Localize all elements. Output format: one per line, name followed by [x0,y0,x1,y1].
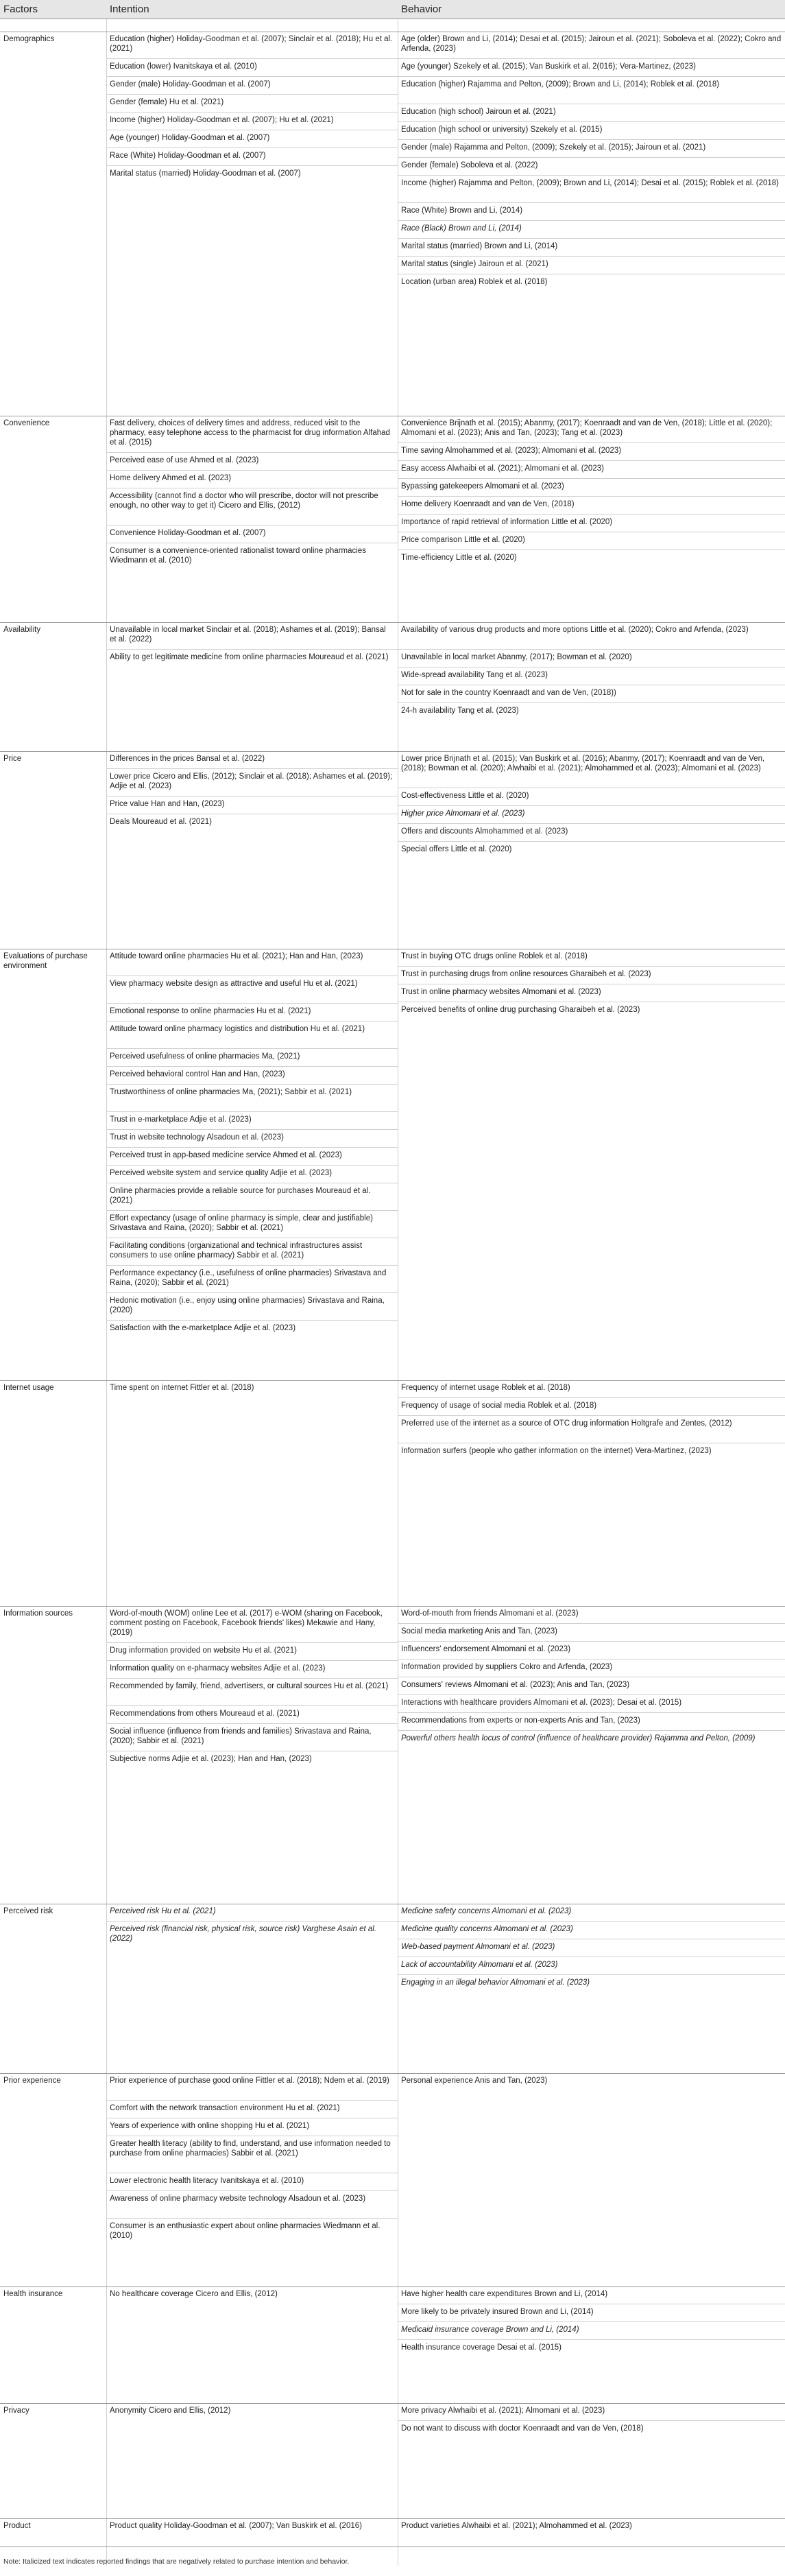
behavior-cell: Wide-spread availability Tang et al. (2023) [398,667,785,685]
factor-label: Information sources [3,1609,73,1618]
factor-label: Perceived risk [3,1907,53,1915]
intention-cell: Race (White) Holiday-Goodman et al. (2007) [106,148,398,166]
behavior-cell: Age (older) Brown and Li, (2014); Desai et al. (2015); Jairoun et al. (2021); Soboleva et al. (2022); Cokro and Arfenda, (2023) [398,32,785,59]
intention-cell: Perceived website system and service quality Adjie et al. (2023) [106,1166,398,1183]
behavior-cell: Time-efficiency Little et al. (2020) [401,554,517,562]
intention-cell: Awareness of online pharmacy website technology Alsadoun et al. (2023) [106,2191,398,2219]
behavior-cell: Special offers Little et al. (2020) [401,845,512,853]
intention-cell: Gender (male) Holiday-Goodman et al. (2007) [106,77,398,95]
behavior-cell: Cost-effectiveness Little et al. (2020) [398,788,785,806]
behavior-cell: Higher price Almomani et al. (2023) [398,806,785,824]
behavior-cell: Marital status (married) Brown and Li, (2014) [398,239,785,257]
intention-cell: Online pharmacies provide a reliable source for purchases Moureaud et al. (2021) [106,1183,398,1211]
intention-cell: Trust in e-marketplace Adjie et al. (2023) [106,1112,398,1130]
factor-label: Price [3,755,22,763]
behavior-cell: Health insurance coverage Desai et al. (2015) [401,2343,561,2352]
behavior-cell: Gender (male) Rajamma and Pelton, (2009); Szekely et al. (2015); Jairoun et al. (2021) [398,140,785,158]
behavior-cell: Gender (female) Soboleva et al. (2022) [398,158,785,176]
factor-label: Availability [3,626,41,634]
intention-cell: Emotional response to online pharmacies Hu et al. (2021) [106,1004,398,1021]
intention-cell: Perceived usefulness of online pharmacies Ma, (2021) [106,1049,398,1067]
intention-cell: Differences in the prices Bansal et al. (2022) [106,751,398,769]
behavior-cell: Home delivery Koenraadt and van de Ven, (2018) [398,497,785,515]
factor-label: Evaluations of purchase environment [3,952,88,970]
intention-cell: Marital status (married) Holiday-Goodman et al. (2007) [110,169,301,178]
intention-cell: Subjective norms Adjie et al. (2023); Han and Han, (2023) [110,1755,312,1763]
factor-group [0,949,785,1380]
intention-cell: Social influence (influence from friends and families) Srivastava and Raina, (2020); Sabbir et al. (2021) [106,1724,398,1751]
intention-cell: Education (lower) Ivanitskaya et al. (2010) [106,59,398,77]
factor-group [0,32,785,416]
behavior-cell: Trust in purchasing drugs from online resources Gharaibeh et al. (2023) [398,967,785,984]
factor-group [0,2073,785,2287]
behavior-cell: Marital status (single) Jairoun et al. (2021) [398,257,785,274]
behavior-cell: Unavailable in local market Abanmy, (2017); Bowman et al. (2020) [398,650,785,667]
intention-cell: Fast delivery, choices of delivery times and address, reduced visit to the pharmacy, easy telephone access to the pharmacist for drug information Alfahad et al. (2015) [106,416,398,453]
behavior-cell: Perceived benefits of online drug purchasing Gharaibeh et al. (2023) [401,1006,640,1014]
behavior-cell: Age (younger) Szekely et al. (2015); Van Buskirk et al. 2(016); Vera-Martinez, (2023) [398,59,785,77]
behavior-cell: More privacy Alwhaibi et al. (2021); Almomani et al. (2023) [398,2403,785,2421]
behavior-cell: Importance of rapid retrieval of information Little et al. (2020) [398,515,785,532]
intention-cell: View pharmacy website design as attractive and useful Hu et al. (2021) [106,976,398,1004]
behavior-cell: Information surfers (people who gather information on the internet) Vera-Martinez, (2023) [401,1447,712,1455]
intention-cell: Lower price Cicero and Ellis, (2012); Sinclair et al. (2018); Ashames et al. (2019); Adjie et al. (2023) [106,769,398,796]
intention-cell: Anonymity Cicero and Ellis, (2012) [110,2407,231,2415]
intention-cell: Perceived risk (financial risk, physical risk, source risk) Varghese Asain et al. (2022) [110,1925,377,1943]
intention-cell: Information quality on e-pharmacy websites Adjie et al. (2023) [106,1661,398,1679]
behavior-cell: Influencers' endorsement Almomani et al. (2023) [398,1642,785,1659]
behavior-cell: Convenience Brijnath et al. (2015); Abanmy, (2017); Koenraadt and van de Ven, (2018); Little et al. (2020); Almomani et al. (2023); Anis and Tan, (2023); Tang et al. (2023) [398,416,785,443]
behavior-cell: Do not want to discuss with doctor Koenraadt and van de Ven, (2018) [401,2424,644,2433]
intention-cell: Years of experience with online shopping Hu et al. (2021) [106,2118,398,2136]
intention-cell: Effort expectancy (usage of online pharmacy is simple, clear and justifiable) Srivastava and Raina, (2020); Sabbir et al. (2021) [106,1211,398,1238]
intention-cell: Convenience Holiday-Goodman et al. (2007) [106,525,398,543]
intention-cell: Drug information provided on website Hu et al. (2021) [106,1643,398,1661]
behavior-cell: Race (Black) Brown and Li, (2014) [398,221,785,239]
behavior-cell: Medicine quality concerns Almomani et al. (2023) [398,1922,785,1939]
behavior-cell: Easy access Alwhaibi et al. (2021); Almomani et al. (2023) [398,461,785,479]
behavior-cell: 24-h availability Tang et al. (2023) [401,707,519,715]
intention-cell: Income (higher) Holiday-Goodman et al. (2007); Hu et al. (2021) [106,113,398,130]
behavior-cell: Frequency of usage of social media Roblek et al. (2018) [398,1398,785,1416]
intention-cell: Facilitating conditions (organizational and technical infrastructures assist consumers to use online pharmacy) Sabbir et al. (2021) [106,1238,398,1266]
intention-cell: Satisfaction with the e-marketplace Adjie et al. (2023) [110,1324,296,1332]
intention-cell: Attitude toward online pharmacy logistics and distribution Hu et al. (2021) [106,1021,398,1049]
intention-cell: Perceived risk Hu et al. (2021) [106,1904,398,1922]
behavior-cell: Personal experience Anis and Tan, (2023) [401,2077,548,2085]
factor-label: Product [3,2522,31,2530]
factor-group [0,751,785,949]
intention-cell: Age (younger) Holiday-Goodman et al. (2007) [106,130,398,148]
intention-cell: Comfort with the network transaction environment Hu et al. (2021) [106,2101,398,2118]
behavior-cell: Interactions with healthcare providers Almomani et al. (2023); Desai et al. (2015) [398,1695,785,1713]
intention-cell: Attitude toward online pharmacies Hu et al. (2021); Han and Han, (2023) [106,949,398,976]
intention-cell: Ability to get legitimate medicine from online pharmacies Moureaud et al. (2021) [110,653,389,661]
behavior-cell: Trust in buying OTC drugs online Roblek et al. (2018) [398,949,785,967]
behavior-cell: Product varieties Alwhaibi et al. (2021); Almohammed et al. (2023) [401,2522,632,2530]
intention-cell: Perceived behavioral control Han and Han, (2023) [106,1067,398,1085]
behavior-cell: Availability of various drug products and more options Little et al. (2020); Cokro and Arfenda, (2023) [398,622,785,650]
behavior-cell: Lower price Brijnath et al. (2015); Van Buskirk et al. (2016); Abanmy, (2017); Koenraadt and van de Ven, (2018); Bowman et al. (2020); Alwhaibi et al. (2021); Almohammed et al. (2023); Almomani et al. (2023) [398,751,785,788]
intention-cell: Recommendations from others Moureaud et al. (2021) [106,1706,398,1724]
header-intention: Intention [106,0,398,19]
behavior-cell: Medicaid insurance coverage Brown and Li, (2014) [398,2322,785,2340]
factor-label: Demographics [3,35,55,43]
intention-cell: Performance expectancy (i.e., usefulness of online pharmacies) Srivastava and Raina, (2020); Sabbir et al. (2021) [106,1266,398,1293]
behavior-cell: Word-of-mouth from friends Almomani et al. (2023) [398,1606,785,1624]
behavior-cell: Consumers' reviews Almomani et al. (2023); Anis and Tan, (2023) [398,1677,785,1695]
behavior-cell: Time saving Almohammed et al. (2023); Almomani et al. (2023) [398,443,785,461]
table-note: Note: Italicized text indicates reported findings that are negatively related to purchase intention and behavior. [3,2557,350,2566]
behavior-cell: More likely to be privately insured Brown and Li, (2014) [398,2304,785,2322]
intention-cell: Deals Moureaud et al. (2021) [110,818,212,826]
behavior-cell: Preferred use of the internet as a source of OTC drug information Holtgrafe and Zentes, (2012) [398,1416,785,1443]
behavior-cell: Frequency of internet usage Roblek et al. (2018) [398,1380,785,1398]
factor-group [0,1904,785,2073]
factor-group [0,416,785,622]
behavior-cell: Offers and discounts Almohammed et al. (2023) [398,824,785,842]
behavior-cell: Price comparison Little et al. (2020) [398,532,785,550]
factor-group [0,1606,785,1904]
factor-group [0,622,785,751]
behavior-cell: Trust in online pharmacy websites Almomani et al. (2023) [398,984,785,1002]
intention-cell: Greater health literacy (ability to find, understand, and use information needed to purchase from online pharmacies) Sabbir et al. (2021) [106,2136,398,2173]
intention-cell: Consumer is an enthusiastic expert about online pharmacies Wiedmann et al. (2010) [110,2222,381,2240]
intention-cell: Accessibility (cannot find a doctor who will prescribe, doctor will not prescribe enough, no other way to get it) Cicero and Ellis, (2012) [106,488,398,525]
factor-group [0,2287,785,2403]
intention-cell: Home delivery Ahmed et al. (2023) [106,471,398,488]
behavior-cell: Powerful others health locus of control (influence of healthcare provider) Rajamma and Pelton, (2009) [401,1734,756,1742]
header-behavior: Behavior [398,0,785,19]
behavior-cell: Education (high school or university) Szekely et al. (2015) [398,122,785,140]
behavior-cell: Have higher health care expenditures Brown and Li, (2014) [398,2287,785,2304]
behavior-cell: Education (higher) Rajamma and Pelton, (2009); Brown and Li, (2014); Roblek et al. (2018) [398,77,785,104]
behavior-cell: Web-based payment Almomani et al. (2023) [398,1939,785,1957]
factor-label: Prior experience [3,2077,61,2085]
factor-label: Internet usage [3,1384,54,1392]
behavior-cell: Medicine safety concerns Almomani et al. (2023) [398,1904,785,1922]
intention-cell: Lower electronic health literacy Ivanitskaya et al. (2010) [106,2173,398,2191]
behavior-cell: Bypassing gatekeepers Almomani et al. (2023) [398,479,785,497]
intention-cell: Prior experience of purchase good online Fittler et al. (2018); Ndem et al. (2019) [106,2073,398,2101]
behavior-cell: Social media marketing Anis and Tan, (2023) [398,1624,785,1642]
behavior-cell: Recommendations from experts or non-experts Anis and Tan, (2023) [398,1713,785,1731]
behavior-cell: Location (urban area) Roblek et al. (2018) [401,278,548,286]
factor-label: Convenience [3,419,50,427]
behavior-cell: Race (White) Brown and Li, (2014) [398,203,785,221]
behavior-cell: Not for sale in the country Koenraadt and van de Ven, (2018)) [398,685,785,703]
intention-cell: Education (higher) Holiday-Goodman et al. (2007); Sinclair et al. (2018); Hu et al. (2021) [106,32,398,59]
intention-cell: Unavailable in local market Sinclair et al. (2018); Ashames et al. (2019); Bansal et al. (2022) [106,622,398,650]
header-factors: Factors [0,0,106,19]
intention-cell: Gender (female) Hu et al. (2021) [106,95,398,113]
behavior-cell: Lack of accountability Almomani et al. (2023) [398,1957,785,1975]
factor-label: Health insurance [3,2290,63,2298]
intention-cell: Perceived ease of use Ahmed et al. (2023) [106,453,398,471]
intention-cell: Price value Han and Han, (2023) [106,796,398,814]
intention-cell: No healthcare coverage Cicero and Ellis, (2012) [110,2290,278,2298]
factor-group [0,2403,785,2518]
behavior-cell: Income (higher) Rajamma and Pelton, (2009); Brown and Li, (2014); Desai et al. (2015); Roblek et al. (2018) [398,176,785,203]
intention-cell: Perceived trust in app-based medicine service Ahmed et al. (2023) [106,1148,398,1166]
behavior-cell: Information provided by suppliers Cokro and Arfenda, (2023) [398,1659,785,1677]
intention-cell: Time spent on internet Fittler et al. (2018) [110,1384,254,1392]
intention-cell: Trust in website technology Alsadoun et al. (2023) [106,1130,398,1148]
intention-cell: Consumer is a convenience-oriented rationalist toward online pharmacies Wiedmann et al. (2010) [110,547,366,565]
intention-cell: Recommended by family, friend, advertisers, or cultural sources Hu et al. (2021) [106,1679,398,1706]
intention-cell: Hedonic motivation (i.e., enjoy using online pharmacies) Srivastava and Raina, (2020) [106,1293,398,1321]
intention-cell: Product quality Holiday-Goodman et al. (2007); Van Buskirk et al. (2016) [110,2522,362,2530]
factor-group [0,2518,785,2547]
factor-group [0,1380,785,1606]
intention-cell: Word-of-mouth (WOM) online Lee et al. (2017) e-WOM (sharing on Facebook, comment posting on Facebook, Facebook friends' likes) Mekawie and Hany, (2019) [106,1606,398,1643]
intention-cell: Trustworthiness of online pharmacies Ma, (2021); Sabbir et al. (2021) [106,1085,398,1112]
behavior-cell: Education (high school) Jairoun et al. (2021) [398,104,785,122]
factor-label: Privacy [3,2407,29,2415]
behavior-cell: Engaging in an illegal behavior Almomani et al. (2023) [401,1978,590,1987]
